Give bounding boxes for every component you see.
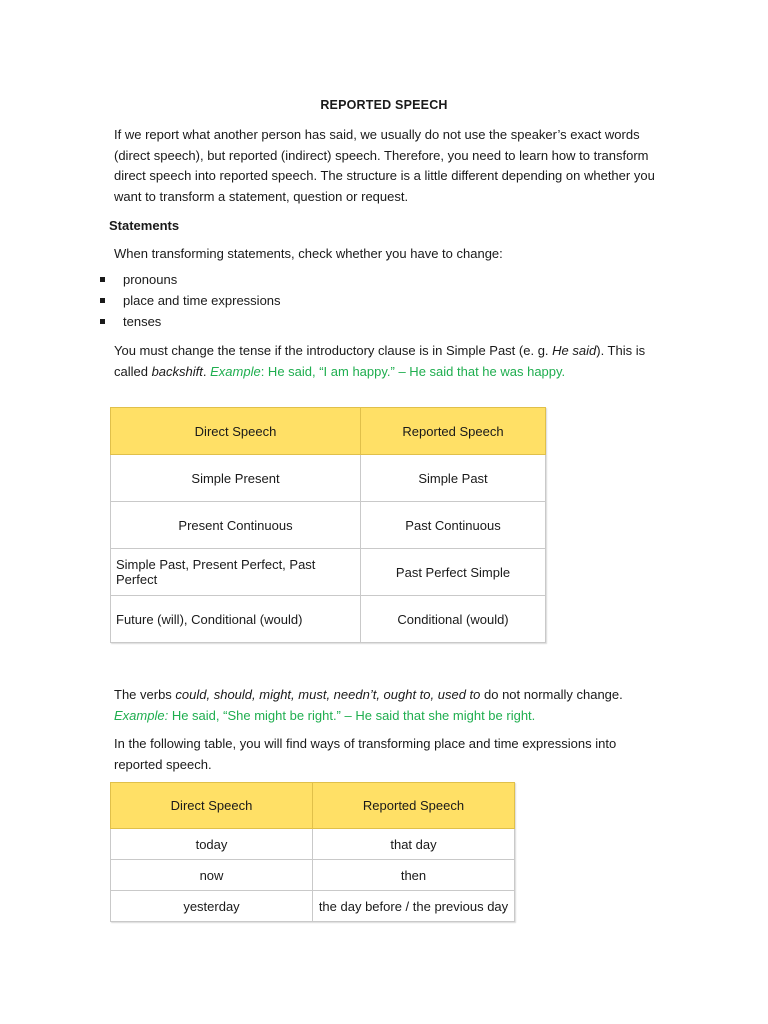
backshift-paragraph: You must change the tense if the introductory clause is in Simple Past (e. g. He said). This is called backshift. Example: He said, “I am happy.” – He said that he was happy. (114, 343, 646, 379)
page-title: REPORTED SPEECH (320, 98, 448, 112)
square-bullet-icon (100, 298, 105, 303)
table-cell: Past Continuous (361, 502, 546, 549)
table-cell: that day (313, 829, 515, 860)
place-time-table (110, 782, 515, 922)
tense-table (110, 407, 546, 643)
table-row (111, 860, 515, 891)
table-cell: yesterday (111, 891, 313, 922)
example-text: He said, “She might be right.” – He said that she might be right. (168, 707, 536, 723)
example-text: : He said, “I am happy.” – He said that he was happy. (260, 363, 566, 379)
table-cell: then (313, 860, 515, 891)
column-header: Reported Speech (313, 783, 515, 829)
table-cell: Simple Present (111, 455, 361, 502)
table-cell: Present Continuous (111, 502, 361, 549)
table-header-row (111, 783, 515, 829)
square-bullet-icon (100, 319, 105, 324)
table-row (111, 891, 515, 922)
table-cell: now (111, 860, 313, 891)
column-header: Reported Speech (361, 408, 546, 455)
intro-paragraph: If we report what another person has said, we usually do not use the speaker’s exact words (direct speech), but reported (indirect) speech. Therefore, you need to learn how to transform direct speech into reported speech. The structure is a little different depending on whether you want to transform a statement, question or request. (114, 127, 655, 204)
example-label: Example (210, 363, 261, 379)
table-cell: Conditional (would) (361, 596, 546, 643)
table-cell: Simple Past, Present Perfect, Past Perfect (111, 549, 361, 596)
change-list (100, 272, 281, 335)
list-item: place and time expressions (100, 293, 281, 314)
list-item: pronouns (100, 272, 281, 293)
table-cell: the day before / the previous day (313, 891, 515, 922)
table-cell: Past Perfect Simple (361, 549, 546, 596)
place-time-intro: In the following table, you will find ways of transforming place and time expressions into reported speech. (114, 736, 617, 772)
modals-paragraph: The verbs could, should, might, must, needn’t, ought to, used to do not normally change. Example: He said, “She might be right.” – He said that she might be right. (114, 687, 623, 723)
column-header: Direct Speech (111, 783, 313, 829)
table-cell: today (111, 829, 313, 860)
column-header: Direct Speech (111, 408, 361, 455)
table-row (111, 502, 546, 549)
table-row (111, 596, 546, 643)
table-row (111, 829, 515, 860)
example-label: Example: (114, 707, 169, 723)
table-cell: Simple Past (361, 455, 546, 502)
statements-heading: Statements (109, 218, 180, 233)
table-row (111, 455, 546, 502)
check-intro: When transforming statements, check whether you have to change: (114, 246, 503, 261)
list-item: tenses (100, 314, 281, 335)
table-row (111, 549, 546, 596)
table-cell: Future (will), Conditional (would) (111, 596, 361, 643)
square-bullet-icon (100, 277, 105, 282)
table-header-row (111, 408, 546, 455)
